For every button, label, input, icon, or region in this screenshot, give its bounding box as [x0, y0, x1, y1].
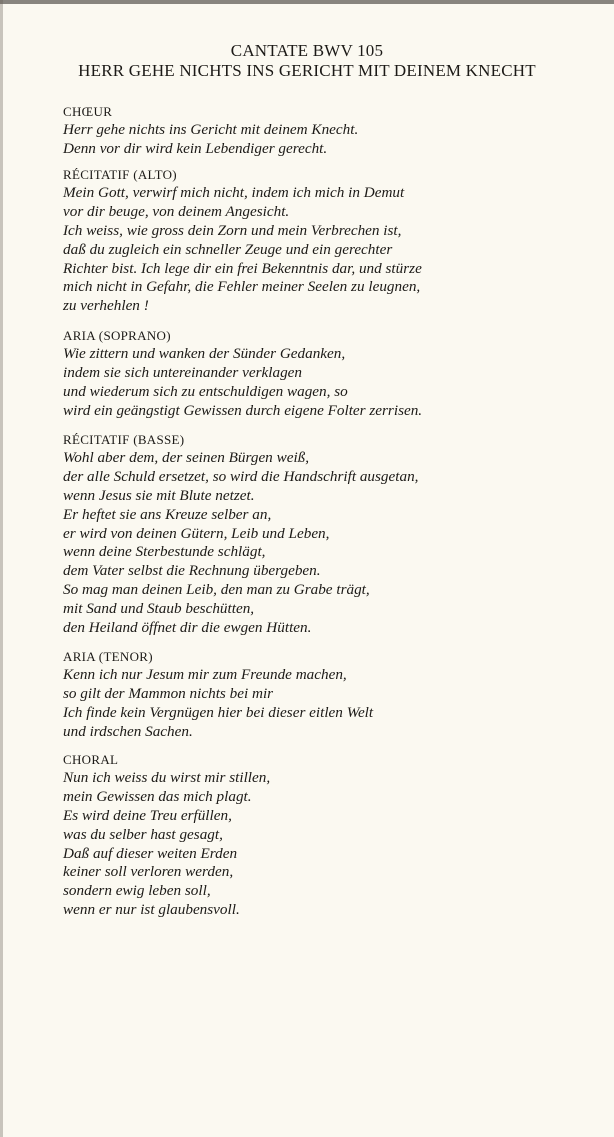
section-choral [63, 751, 603, 920]
lyric-line: so gilt der Mammon nichts bei mir [63, 684, 274, 702]
lyric-line: wird ein geängstigt Gewissen durch eigene Folter zerrisen. [63, 401, 423, 419]
lyrics-lines [63, 666, 603, 742]
cantata-title: CANTATE BWV 105 [230, 41, 384, 60]
lyric-line: vor dir beuge, von deinem Angesicht. [63, 202, 290, 220]
lyric-line: Es wird deine Treu erfüllen, [63, 806, 232, 824]
section-heading: RÉCITATIF (ALTO) [63, 167, 177, 182]
lyric-line: mit Sand und Staub beschütten, [63, 600, 255, 618]
section-heading: RÉCITATIF (BASSE) [63, 432, 185, 447]
section-aria-soprano [63, 327, 603, 421]
lyrics-lines [63, 121, 603, 159]
lyric-line: wenn deine Sterbestunde schlägt, [63, 543, 266, 561]
lyric-line: Mein Gott, verwirf mich nicht, indem ich mich in Demut [63, 184, 405, 201]
lyric-line: wenn Jesus sie mit Blute netzet. [63, 486, 255, 504]
cantata-subtitle: HERR GEHE NICHTS INS GERICHT MIT DEINEM KNECHT [78, 61, 536, 80]
section-recitatif-alto [63, 166, 603, 316]
lyric-line: mein Gewissen das mich plagt. [63, 787, 252, 805]
lyrics-lines [63, 345, 603, 421]
lyric-line: indem sie sich untereinander verklagen [63, 363, 302, 381]
lyric-line: zu verhehlen ! [63, 297, 149, 315]
page-edge-shadow [0, 0, 614, 4]
lyric-line: keiner soll verloren werden, [63, 863, 234, 881]
lyric-line: dem Vater selbst die Rechnung übergeben. [63, 562, 321, 580]
section-recitatif-basse [63, 431, 603, 638]
lyric-line: und wiederum sich zu entschuldigen wagen, so [63, 382, 348, 400]
lyric-line: er wird von deinen Gütern, Leib und Leben, [63, 524, 330, 542]
lyric-line: sondern ewig leben soll, [63, 882, 211, 900]
lyric-line: Herr gehe nichts ins Gericht mit deinem Knecht. [63, 121, 359, 138]
lyric-line: Denn vor dir wird kein Lebendiger gerecht. [63, 139, 328, 157]
lyric-line: Wohl aber dem, der seinen Bürgen weiß, [63, 449, 310, 466]
lyric-line: wenn er nur ist glaubensvoll. [63, 901, 240, 919]
lyric-line: Ich weiss, wie gross dein Zorn und mein Verbrechen ist, [63, 221, 402, 239]
lyric-line: mich nicht in Gefahr, die Fehler meiner Seelen zu leugnen, [63, 278, 421, 296]
lyric-line: daß du zugleich ein schneller Zeuge und ein gerechter [63, 240, 393, 258]
lyric-line: Daß auf dieser weiten Erden [63, 844, 238, 862]
lyric-line: Nun ich weiss du wirst mir stillen, [63, 769, 271, 786]
section-choeur [63, 103, 603, 159]
lyrics-lines [63, 449, 603, 638]
lyric-line: was du selber hast gesagt, [63, 825, 223, 843]
page-edge-left [0, 0, 3, 1137]
lyric-line: Richter bist. Ich lege dir ein frei Bekenntnis dar, und stürze [63, 259, 422, 277]
lyrics-lines [63, 769, 603, 920]
lyric-line: So mag man deinen Leib, den man zu Grabe trägt, [63, 581, 370, 599]
lyric-line: Er heftet sie ans Kreuze selber an, [63, 505, 272, 523]
section-heading: CHORAL [63, 752, 119, 767]
lyric-line: Kenn ich nur Jesum mir zum Freunde machen, [63, 666, 347, 683]
section-heading: CHŒUR [63, 104, 113, 119]
lyric-line: und irdschen Sachen. [63, 722, 193, 740]
lyric-line: den Heiland öffnet dir die ewgen Hütten. [63, 619, 312, 637]
lyric-line: der alle Schuld ersetzet, so wird die Handschrift ausgetan, [63, 467, 419, 485]
lyric-line: Ich finde kein Vergnügen hier bei dieser eitlen Welt [63, 703, 374, 721]
section-heading: ARIA (TENOR) [63, 649, 153, 664]
lyrics-lines [63, 184, 603, 316]
lyric-line: Wie zittern und wanken der Sünder Gedanken, [63, 345, 346, 362]
section-heading: ARIA (SOPRANO) [63, 328, 171, 343]
section-aria-tenor [63, 648, 603, 742]
